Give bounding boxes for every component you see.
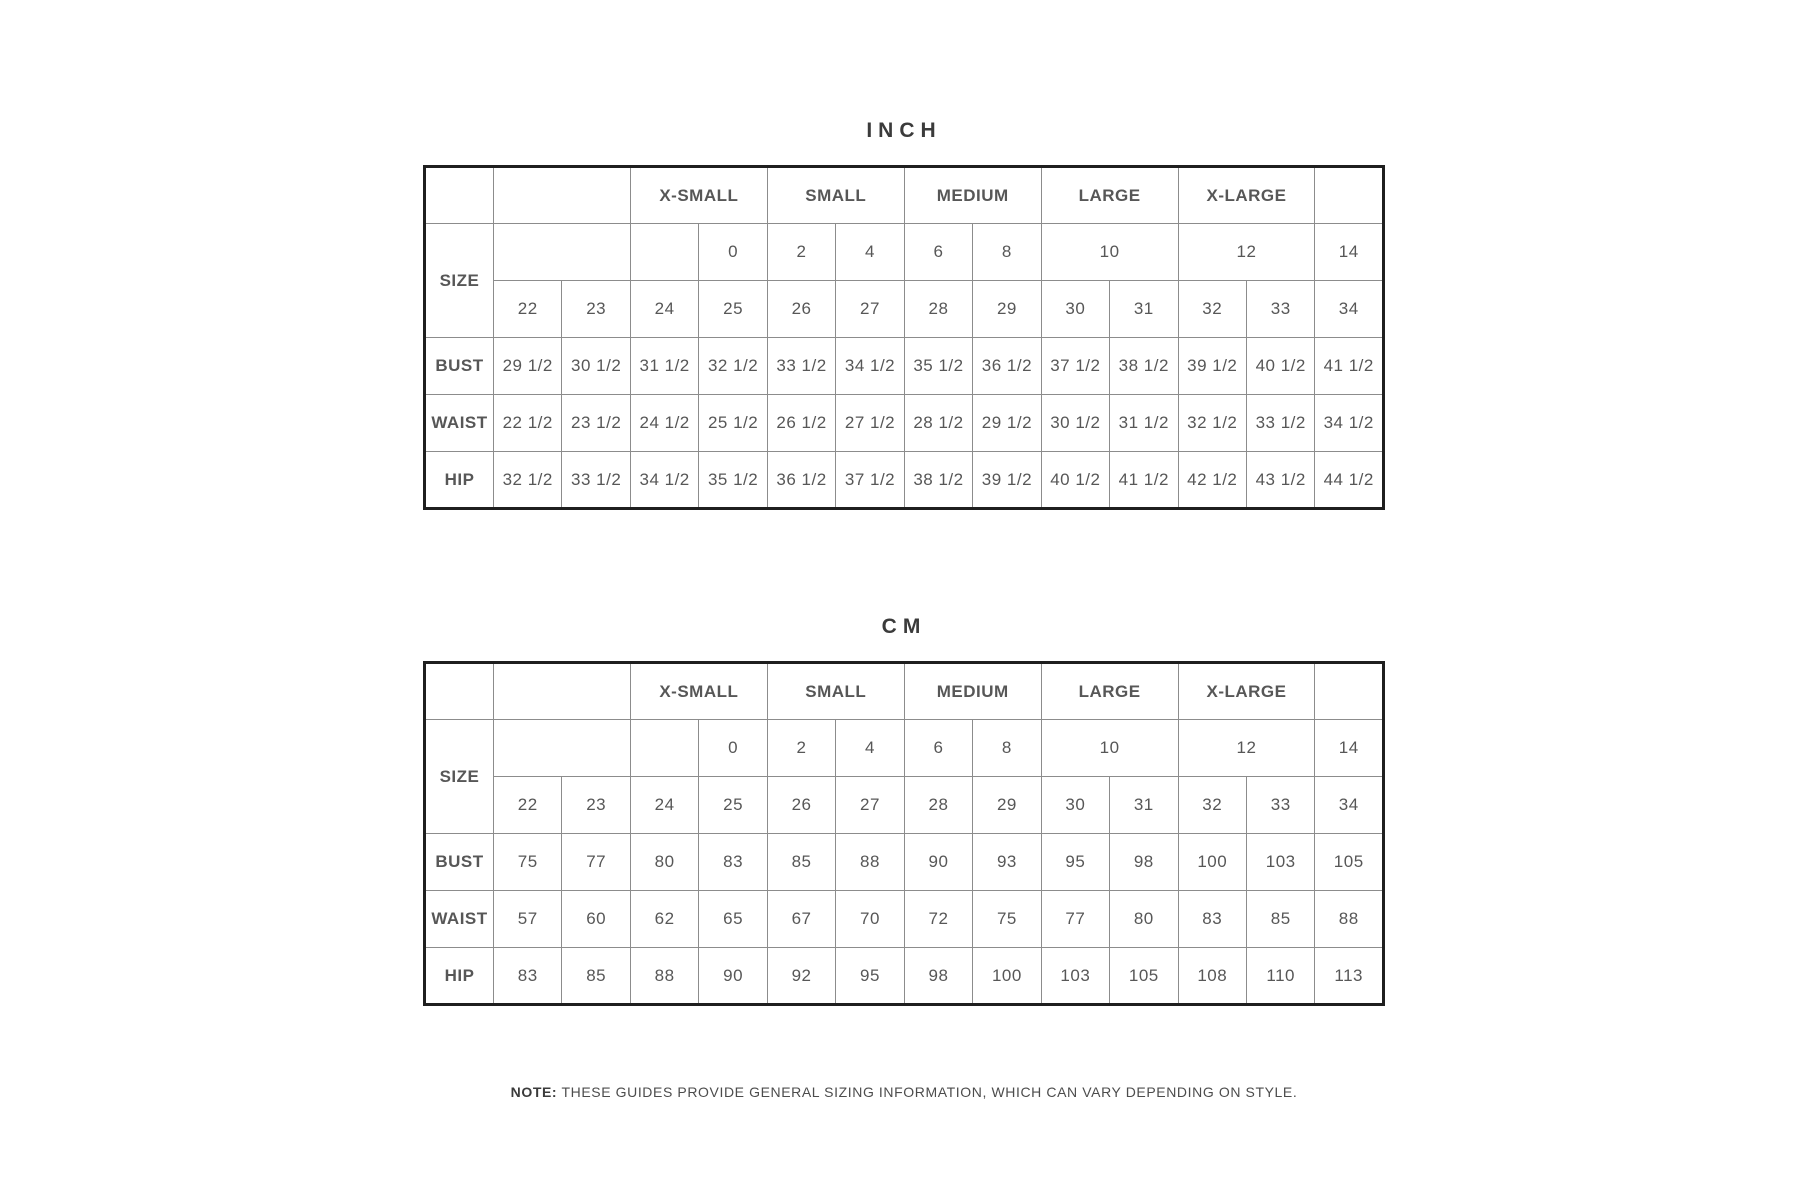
waist-value-cell: 80: [1110, 891, 1178, 948]
secondary-size-cell: 22: [494, 281, 562, 338]
hip-value-cell: 33 1/2: [562, 452, 630, 509]
note-label: NOTE:: [510, 1084, 558, 1100]
empty-group-cell: [1315, 167, 1384, 224]
bust-value-cell: 41 1/2: [1315, 338, 1384, 395]
hip-value-cell: 92: [767, 948, 835, 1005]
waist-value-cell: 25 1/2: [699, 395, 767, 452]
secondary-size-cell: 32: [1178, 777, 1246, 834]
numeric-size-cell: 8: [973, 224, 1041, 281]
secondary-size-cell: 26: [767, 281, 835, 338]
hip-value-cell: 90: [699, 948, 767, 1005]
empty-size-cell: [630, 224, 698, 281]
hip-value-cell: 103: [1041, 948, 1109, 1005]
secondary-size-cell: 34: [1315, 281, 1384, 338]
table-row: [425, 224, 1384, 281]
numeric-size-cell: 10: [1041, 720, 1178, 777]
secondary-size-cell: 25: [699, 777, 767, 834]
numeric-size-cell: 2: [767, 224, 835, 281]
waist-value-cell: 88: [1315, 891, 1384, 948]
secondary-size-cell: 31: [1110, 777, 1178, 834]
hip-row-label: HIP: [425, 452, 494, 509]
bust-value-cell: 30 1/2: [562, 338, 630, 395]
waist-value-cell: 23 1/2: [562, 395, 630, 452]
secondary-size-cell: 25: [699, 281, 767, 338]
bust-value-cell: 98: [1110, 834, 1178, 891]
hip-value-cell: 85: [562, 948, 630, 1005]
bust-row-label: BUST: [425, 834, 494, 891]
table-row: [425, 777, 1384, 834]
secondary-size-cell: 22: [494, 777, 562, 834]
bust-value-cell: 80: [630, 834, 698, 891]
hip-value-cell: 42 1/2: [1178, 452, 1246, 509]
waist-value-cell: 57: [494, 891, 562, 948]
inch-table-title: INCH: [866, 119, 942, 142]
bust-value-cell: 31 1/2: [630, 338, 698, 395]
waist-value-cell: 31 1/2: [1110, 395, 1178, 452]
numeric-size-cell: 4: [836, 224, 904, 281]
hip-value-cell: 108: [1178, 948, 1246, 1005]
bust-value-cell: 90: [904, 834, 972, 891]
bust-value-cell: 105: [1315, 834, 1384, 891]
waist-value-cell: 83: [1178, 891, 1246, 948]
waist-value-cell: 32 1/2: [1178, 395, 1246, 452]
numeric-size-cell: 0: [699, 720, 767, 777]
secondary-size-cell: 32: [1178, 281, 1246, 338]
hip-value-cell: 110: [1246, 948, 1314, 1005]
waist-value-cell: 27 1/2: [836, 395, 904, 452]
bust-value-cell: 85: [767, 834, 835, 891]
bust-value-cell: 40 1/2: [1246, 338, 1314, 395]
empty-size-cell: [494, 720, 631, 777]
empty-group-cell: [494, 663, 631, 720]
secondary-size-cell: 24: [630, 281, 698, 338]
hip-value-cell: 95: [836, 948, 904, 1005]
waist-value-cell: 22 1/2: [494, 395, 562, 452]
bust-value-cell: 37 1/2: [1041, 338, 1109, 395]
waist-row-label: WAIST: [425, 891, 494, 948]
hip-value-cell: 34 1/2: [630, 452, 698, 509]
size-group-header-x-small: X-SMALL: [630, 663, 767, 720]
waist-value-cell: 77: [1041, 891, 1109, 948]
numeric-size-cell: 12: [1178, 720, 1315, 777]
waist-value-cell: 60: [562, 891, 630, 948]
numeric-size-cell: 12: [1178, 224, 1315, 281]
table-row: [425, 452, 1384, 509]
cm-size-table: [423, 661, 1385, 1006]
numeric-size-cell: 2: [767, 720, 835, 777]
bust-value-cell: 88: [836, 834, 904, 891]
bust-value-cell: 39 1/2: [1178, 338, 1246, 395]
note-text: THESE GUIDES PROVIDE GENERAL SIZING INFORMATION, WHICH CAN VARY DEPENDING ON STYLE.: [561, 1084, 1298, 1100]
hip-value-cell: 41 1/2: [1110, 452, 1178, 509]
waist-value-cell: 29 1/2: [973, 395, 1041, 452]
inch-size-table-container: [423, 165, 1385, 510]
waist-value-cell: 72: [904, 891, 972, 948]
hip-value-cell: 40 1/2: [1041, 452, 1109, 509]
size-group-header-x-large: X-LARGE: [1178, 167, 1315, 224]
secondary-size-cell: 26: [767, 777, 835, 834]
secondary-size-cell: 24: [630, 777, 698, 834]
hip-value-cell: 36 1/2: [767, 452, 835, 509]
hip-value-cell: 32 1/2: [494, 452, 562, 509]
waist-value-cell: 30 1/2: [1041, 395, 1109, 452]
waist-value-cell: 70: [836, 891, 904, 948]
numeric-size-cell: 0: [699, 224, 767, 281]
bust-value-cell: 32 1/2: [699, 338, 767, 395]
bust-value-cell: 93: [973, 834, 1041, 891]
size-guide-page: [423, 0, 1385, 1101]
numeric-size-cell: 4: [836, 720, 904, 777]
numeric-size-cell: 10: [1041, 224, 1178, 281]
secondary-size-cell: 27: [836, 777, 904, 834]
empty-size-cell: [494, 224, 631, 281]
bust-value-cell: 36 1/2: [973, 338, 1041, 395]
hip-value-cell: 37 1/2: [836, 452, 904, 509]
secondary-size-cell: 33: [1246, 281, 1314, 338]
size-group-header-large: LARGE: [1041, 167, 1178, 224]
hip-value-cell: 38 1/2: [904, 452, 972, 509]
corner-cell: [425, 167, 494, 224]
table-row: [425, 948, 1384, 1005]
bust-value-cell: 77: [562, 834, 630, 891]
numeric-size-cell: 8: [973, 720, 1041, 777]
secondary-size-cell: 23: [562, 281, 630, 338]
bust-value-cell: 29 1/2: [494, 338, 562, 395]
table-row: [425, 663, 1384, 720]
bust-value-cell: 95: [1041, 834, 1109, 891]
waist-value-cell: 26 1/2: [767, 395, 835, 452]
secondary-size-cell: 29: [973, 777, 1041, 834]
secondary-size-cell: 29: [973, 281, 1041, 338]
secondary-size-cell: 28: [904, 281, 972, 338]
secondary-size-cell: 30: [1041, 281, 1109, 338]
bust-value-cell: 83: [699, 834, 767, 891]
waist-value-cell: 62: [630, 891, 698, 948]
hip-value-cell: 88: [630, 948, 698, 1005]
size-group-header-medium: MEDIUM: [904, 663, 1041, 720]
hip-value-cell: 83: [494, 948, 562, 1005]
bust-value-cell: 103: [1246, 834, 1314, 891]
hip-value-cell: 44 1/2: [1315, 452, 1384, 509]
secondary-size-cell: 33: [1246, 777, 1314, 834]
hip-value-cell: 35 1/2: [699, 452, 767, 509]
waist-value-cell: 85: [1246, 891, 1314, 948]
size-group-header-x-small: X-SMALL: [630, 167, 767, 224]
waist-value-cell: 24 1/2: [630, 395, 698, 452]
numeric-size-cell: 6: [904, 224, 972, 281]
table-row: [425, 281, 1384, 338]
table-row: [425, 720, 1384, 777]
table-row: [425, 338, 1384, 395]
hip-row-label: HIP: [425, 948, 494, 1005]
secondary-size-cell: 31: [1110, 281, 1178, 338]
size-group-header-x-large: X-LARGE: [1178, 663, 1315, 720]
size-group-header-small: SMALL: [767, 167, 904, 224]
secondary-size-cell: 23: [562, 777, 630, 834]
bust-value-cell: 35 1/2: [904, 338, 972, 395]
hip-value-cell: 100: [973, 948, 1041, 1005]
bust-value-cell: 75: [494, 834, 562, 891]
secondary-size-cell: 28: [904, 777, 972, 834]
waist-value-cell: 28 1/2: [904, 395, 972, 452]
waist-row-label: WAIST: [425, 395, 494, 452]
bust-value-cell: 38 1/2: [1110, 338, 1178, 395]
size-row-label: SIZE: [425, 720, 494, 834]
waist-value-cell: 65: [699, 891, 767, 948]
table-row: [425, 834, 1384, 891]
numeric-size-cell: 14: [1315, 224, 1384, 281]
empty-group-cell: [494, 167, 631, 224]
bust-row-label: BUST: [425, 338, 494, 395]
bust-value-cell: 34 1/2: [836, 338, 904, 395]
secondary-size-cell: 30: [1041, 777, 1109, 834]
size-group-header-small: SMALL: [767, 663, 904, 720]
size-group-header-large: LARGE: [1041, 663, 1178, 720]
table-row: [425, 395, 1384, 452]
hip-value-cell: 39 1/2: [973, 452, 1041, 509]
secondary-size-cell: 34: [1315, 777, 1384, 834]
secondary-size-cell: 27: [836, 281, 904, 338]
numeric-size-cell: 6: [904, 720, 972, 777]
waist-value-cell: 33 1/2: [1246, 395, 1314, 452]
numeric-size-cell: 14: [1315, 720, 1384, 777]
waist-value-cell: 67: [767, 891, 835, 948]
size-group-header-medium: MEDIUM: [904, 167, 1041, 224]
corner-cell: [425, 663, 494, 720]
empty-size-cell: [630, 720, 698, 777]
waist-value-cell: 34 1/2: [1315, 395, 1384, 452]
sizing-note: [423, 1083, 1385, 1101]
table-row: [425, 167, 1384, 224]
bust-value-cell: 100: [1178, 834, 1246, 891]
size-row-label: SIZE: [425, 224, 494, 338]
hip-value-cell: 98: [904, 948, 972, 1005]
cm-table-title: CM: [881, 615, 927, 638]
hip-value-cell: 105: [1110, 948, 1178, 1005]
table-row: [425, 891, 1384, 948]
hip-value-cell: 43 1/2: [1246, 452, 1314, 509]
empty-group-cell: [1315, 663, 1384, 720]
waist-value-cell: 75: [973, 891, 1041, 948]
hip-value-cell: 113: [1315, 948, 1384, 1005]
inch-size-table: [423, 165, 1385, 510]
bust-value-cell: 33 1/2: [767, 338, 835, 395]
cm-size-table-container: [423, 661, 1385, 1006]
